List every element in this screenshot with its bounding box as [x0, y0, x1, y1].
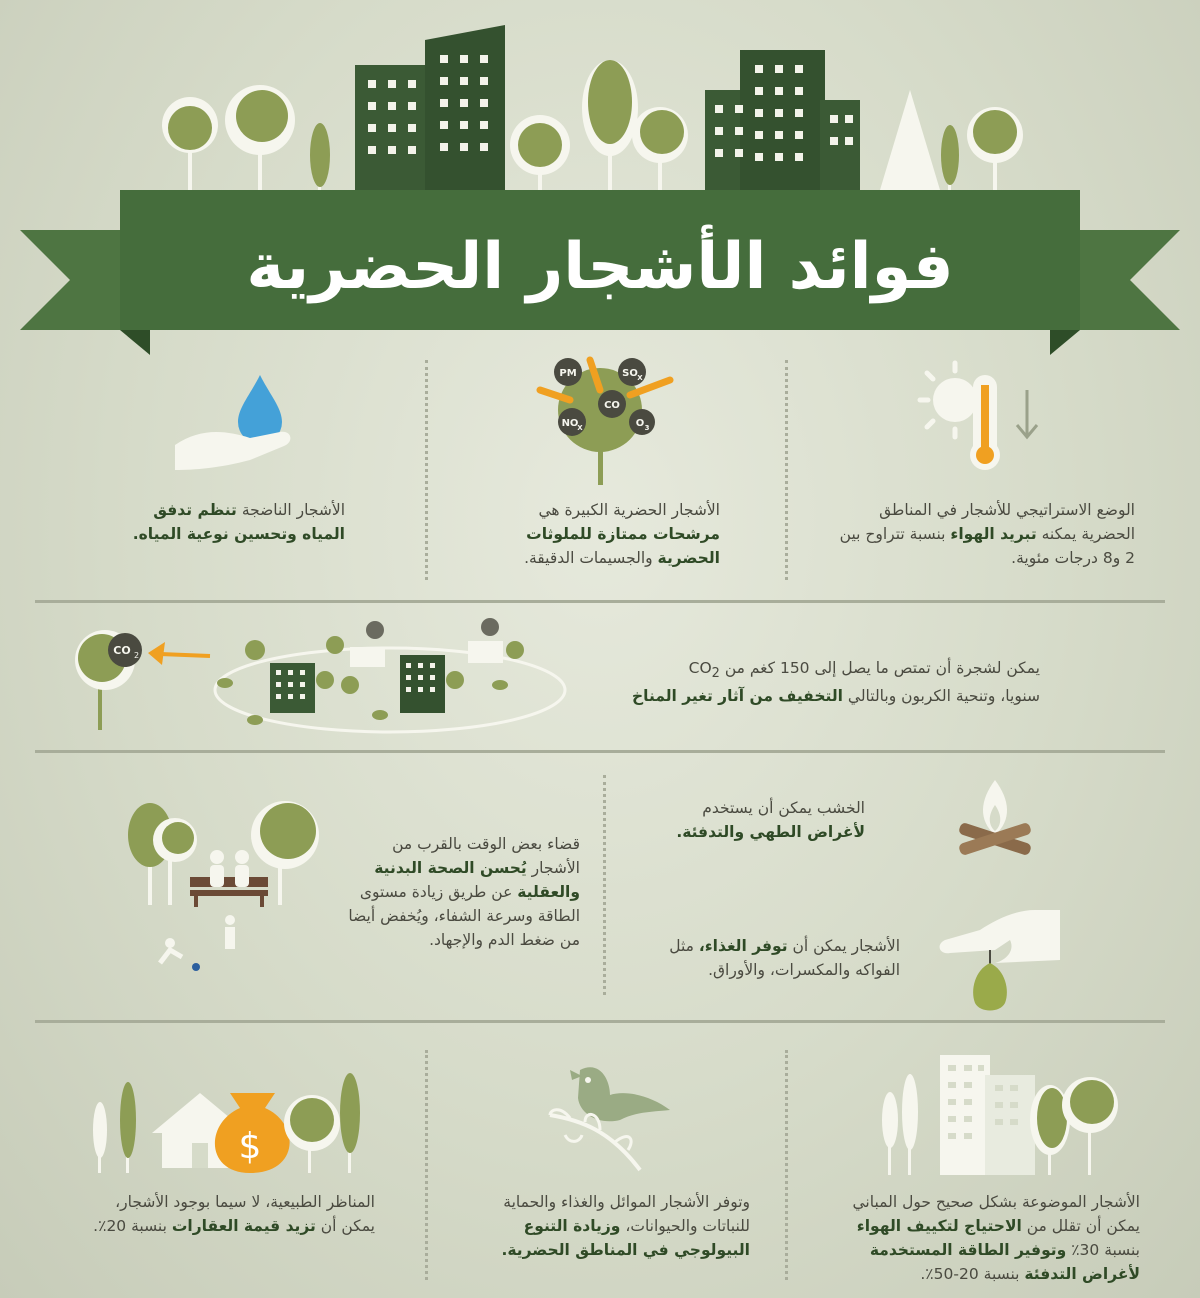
buildings-trees-icon — [880, 1040, 1120, 1180]
city-landscape-icon — [210, 615, 580, 735]
bird-branch-icon — [540, 1050, 680, 1180]
divider-vertical — [785, 360, 788, 580]
benefit-property-text: المناظر الطبيعية، لا سيما بوجود الأشجار، يمكن أن تزيد قيمة العقارات بنسبة 20٪. — [93, 1193, 375, 1236]
page-title: فوائد الأشجار الحضرية — [246, 230, 954, 304]
house-money-bag-icon — [90, 1058, 370, 1178]
section-divider — [35, 600, 1165, 603]
benefit-health-text: قضاء بعض الوقت بالقرب من الأشجار يُحسن الصحة البدنية والعقلية عن طريق زيادة مستوى الطاقة وسرعة الشفاء، ويُخفض أيضا من ضغط الدم والإجهاد. — [348, 835, 580, 950]
divider-vertical — [425, 360, 428, 580]
section-divider — [35, 750, 1165, 753]
sox-label: SO — [622, 368, 638, 379]
benefit-pollution-text: الأشجار الحضرية الكبيرة هي مرشحات ممتازة للملوثات الحضرية والجسيمات الدقيقة. — [524, 501, 720, 568]
co2-tree-icon — [70, 620, 220, 730]
benefit-food-text: الأشجار يمكن أن توفر الغذاء، مثل الفواكه والمكسرات، والأوراق. — [669, 937, 900, 980]
o3-sub: 3 — [644, 424, 650, 432]
skyline-illustration — [140, 20, 1060, 200]
benefit-energy-text: الأشجار الموضوعة بشكل صحيح حول المباني يمكن أن تقلل من الاحتياج لتكييف الهواء بنسبة 30٪ وتوفير الطاقة المستخدمة لأغراض التدفئة بنسبة 20-50٪. — [852, 1193, 1140, 1284]
water-drop-hand-icon — [170, 370, 300, 480]
co-label: CO — [604, 400, 620, 411]
divider-vertical — [603, 775, 606, 995]
svg-text:$: $ — [238, 1126, 262, 1167]
sox-sub: X — [637, 374, 643, 382]
divider-vertical — [785, 1050, 788, 1280]
nox-sub: X — [577, 424, 583, 432]
benefit-biodiversity-text: وتوفر الأشجار الموائل والغذاء والحماية للنباتات والحيوانات، وزيادة التنوع البيولوجي في المناطق الحضرية. — [501, 1193, 750, 1260]
pm-label: PM — [559, 368, 577, 379]
o3-label: O — [635, 418, 645, 429]
benefit-wood-text: الخشب يمكن أن يستخدم لأغراض الطهي والتدفئة. — [676, 799, 865, 842]
divider-vertical — [425, 1050, 428, 1280]
co2-tree-label: CO — [113, 644, 131, 657]
benefit-carbon-text: يمكن لشجرة أن تمتص ما يصل إلى 150 كغم من $CO_2$ سنويا، وتنحية الكربون وبالتالي التخفيف من آثار تغير المناخ — [632, 659, 1040, 706]
pollutant-filter-tree-icon — [530, 350, 680, 490]
nox-label: NO — [561, 418, 579, 429]
campfire-icon — [950, 775, 1040, 865]
benefit-cooling-text: الوضع الاستراتيجي للأشجار في المناطق الحضرية يمكنه تبريد الهواء بنسبة تتراوح بين 2 و8 درجات مئوية. — [839, 501, 1135, 568]
co2-tree-sub: 2 — [134, 651, 140, 660]
park-bench-people-icon — [120, 795, 330, 980]
pear-hand-icon — [935, 905, 1065, 1015]
benefit-water-text: الأشجار الناضجة تنظم تدفق المياه وتحسين نوعية المياه. — [132, 501, 345, 544]
sun-thermometer-icon — [915, 355, 1045, 475]
section-divider — [35, 1020, 1165, 1023]
